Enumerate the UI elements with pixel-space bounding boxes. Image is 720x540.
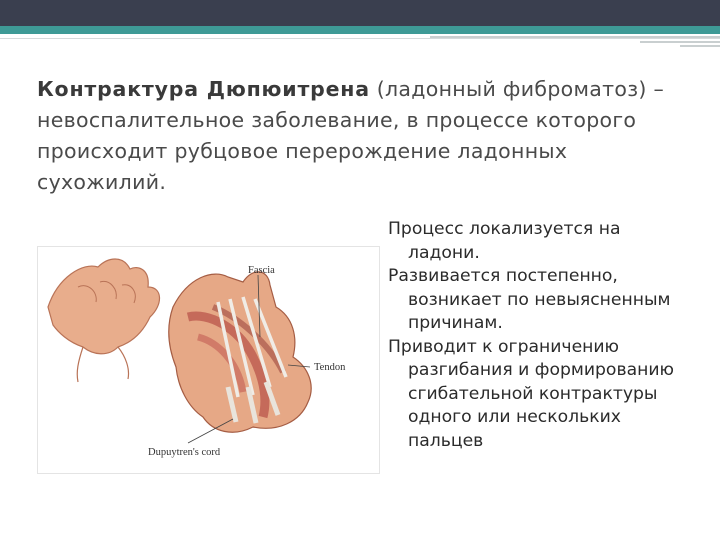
header-accent-lines — [430, 34, 720, 48]
label-tendon: Tendon — [314, 362, 346, 373]
hand-anatomy-illustration — [37, 246, 380, 474]
slide-title — [37, 74, 687, 198]
bullet-list — [388, 218, 688, 453]
title-term: Контрактура Дюпюитрена — [37, 77, 370, 101]
header-dark-bar — [0, 0, 720, 26]
hand-anatomy-image — [38, 247, 379, 473]
bullet-item: Развивается постепенно, возникает по невыясненным причинам. — [388, 266, 671, 333]
bullet-item: Процесс локализуется на ладони. — [388, 219, 621, 263]
anatomical-hand-drawing — [169, 272, 311, 432]
contracted-hand-drawing — [48, 259, 160, 382]
title-definition: (ладонный фиброматоз) – невоспалительное заболевание, в процессе которого происходит рубцовое перерождение ладонных сухожилий. — [37, 77, 665, 194]
header-teal-bar — [0, 26, 720, 34]
bullet-item: Приводит к ограничению разгибания и формированию сгибательной контрактуры одного или нескольких пальцев — [388, 336, 674, 451]
label-dupuytrens-cord: Dupuytren's cord — [148, 447, 221, 458]
label-fascia: Fascia — [248, 265, 275, 276]
